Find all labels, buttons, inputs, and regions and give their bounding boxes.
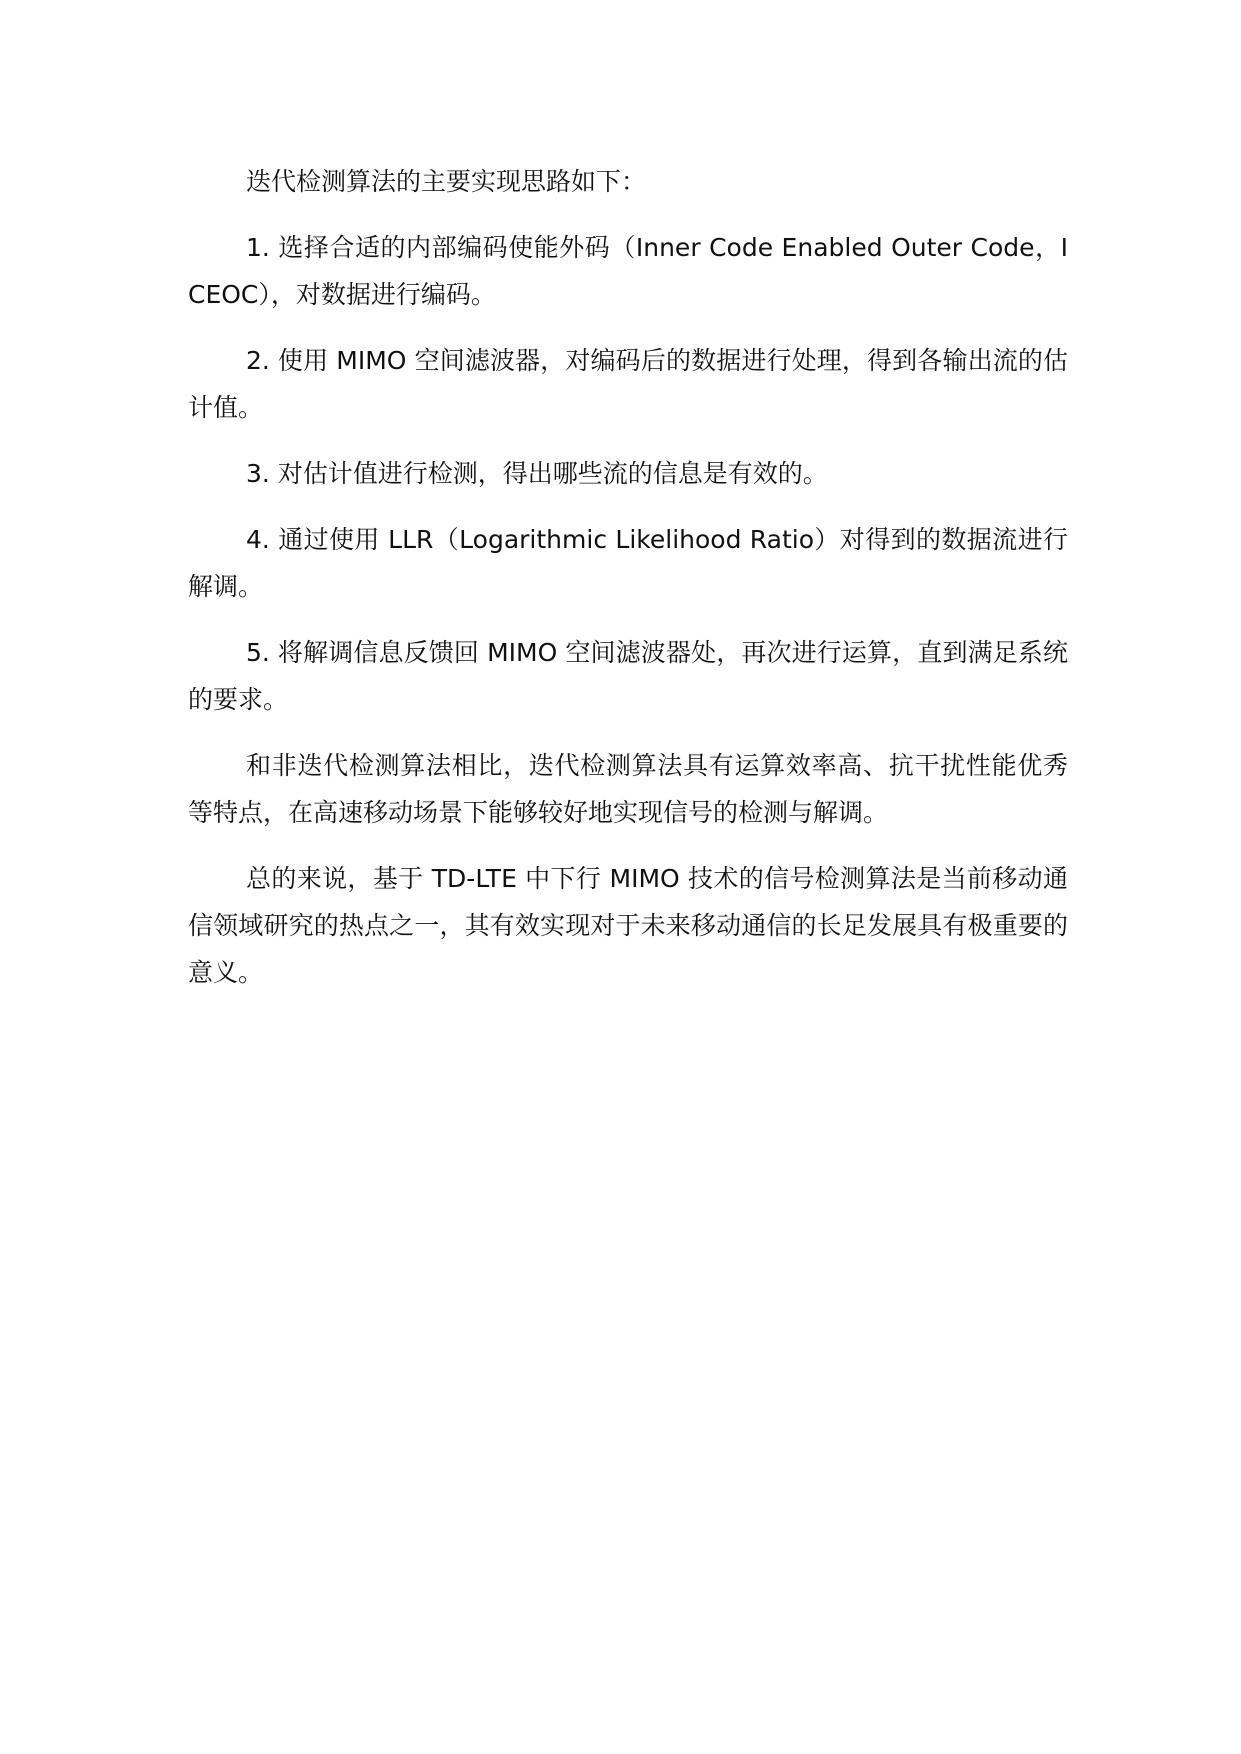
paragraph-intro: 迭代检测算法的主要实现思路如下： bbox=[246, 167, 647, 196]
paragraph-step-3: 3. 对估计值进行检测，得出哪些流的信息是有效的。 bbox=[246, 459, 828, 488]
paragraph-step-4: 4. 通过使用 LLR（Logarithmic Likelihood Ratio）对得到的数据流进行解调。 bbox=[188, 525, 1068, 601]
paragraph-conclusion: 总的来说，基于 TD-LTE 中下行 MIMO 技术的信号检测算法是当前移动通信领域研究的热点之一，其有效实现对于未来移动通信的长足发展具有极重要的意义。 bbox=[188, 864, 1068, 987]
paragraph-comparison: 和非迭代检测算法相比，迭代检测算法具有运算效率高、抗干扰性能优秀等特点，在高速移动场景下能够较好地实现信号的检测与解调。 bbox=[188, 751, 1068, 827]
paragraph-step-1: 1. 选择合适的内部编码使能外码（Inner Code Enabled Outer Code，ICEOC），对数据进行编码。 bbox=[188, 233, 1068, 309]
paragraph-step-5: 5. 将解调信息反馈回 MIMO 空间滤波器处，再次进行运算，直到满足系统的要求。 bbox=[188, 638, 1068, 714]
paragraph-step-2: 2. 使用 MIMO 空间滤波器，对编码后的数据进行处理，得到各输出流的估计值。 bbox=[188, 346, 1068, 422]
document-body bbox=[188, 158, 1068, 1015]
